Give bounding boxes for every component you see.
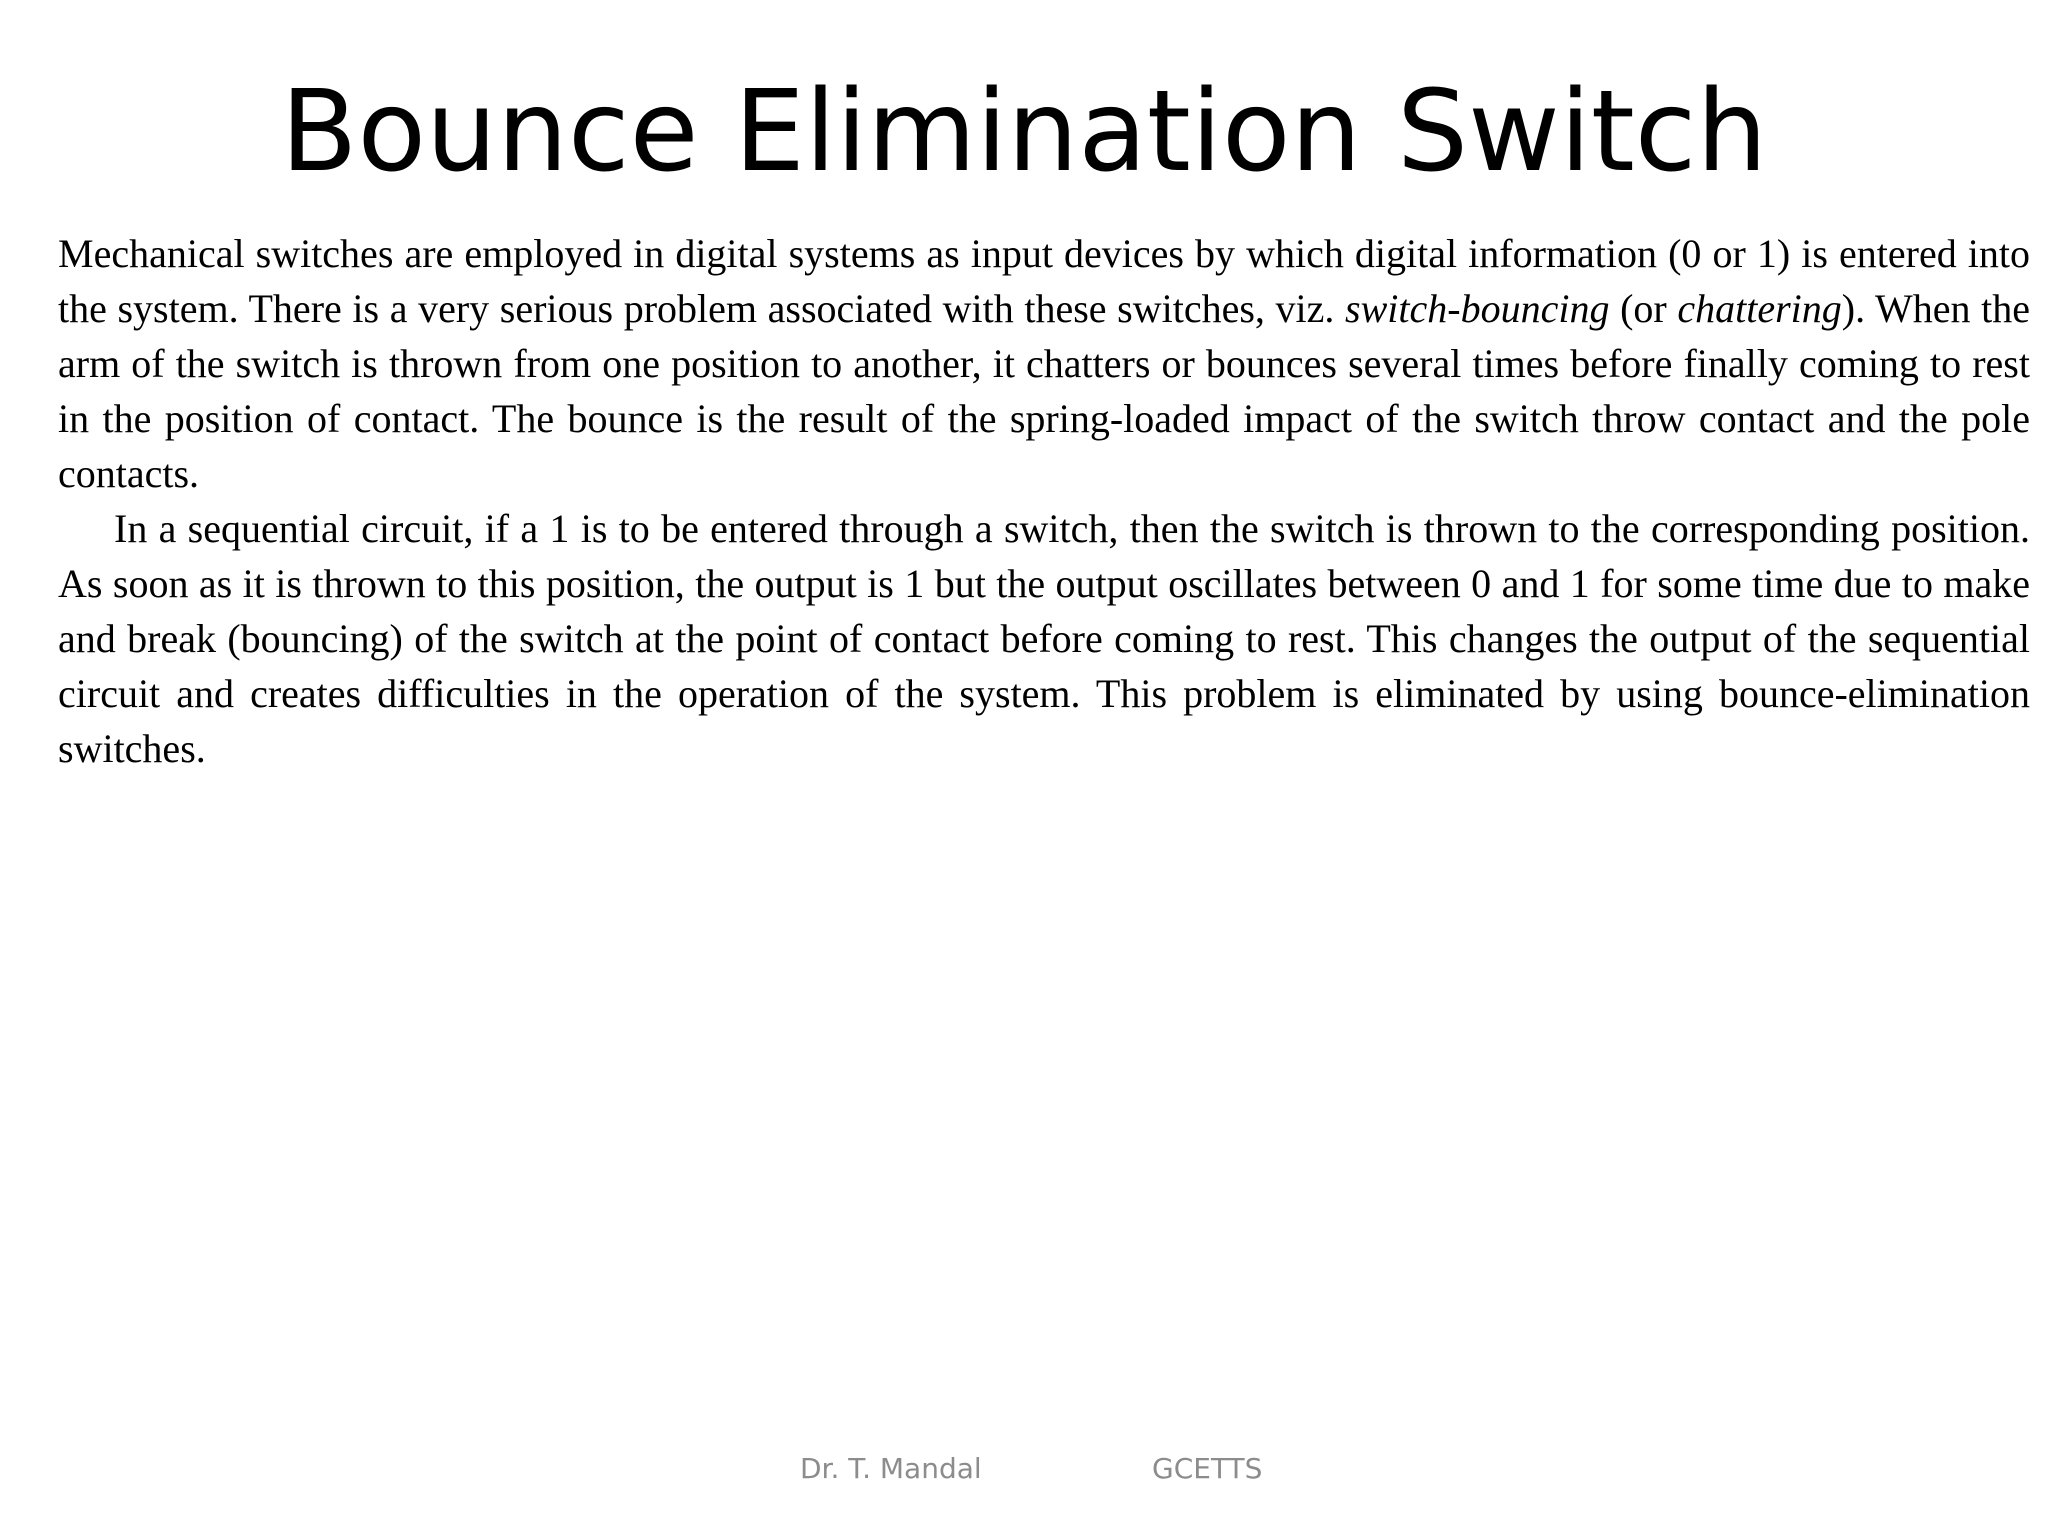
paragraph-1 — [58, 226, 2030, 501]
paragraph-1-part-1: Mechanical switches are employed in digital systems as input devices by which digital information (0 or 1) is entered into the system. There is a very serious problem associated with these switches, viz. — [58, 231, 2030, 331]
slide-footer — [0, 1452, 2048, 1492]
footer-author: Dr. T. Mandal — [800, 1452, 982, 1485]
footer-organization: GCETTS — [1152, 1452, 1263, 1485]
slide-title: Bounce Elimination Switch — [280, 67, 1768, 197]
paragraph-1-part-3: ). When the arm of the switch is thrown from one position to another, it chatters or bounces several times before finally coming to rest in the position of contact. The bounce is the result of the spring-loaded impact of the switch throw contact and the pole contacts. — [58, 286, 2030, 496]
paragraph-1-part-2: (or — [1609, 286, 1678, 331]
slide-body — [58, 226, 2030, 776]
term-chattering: chattering — [1677, 286, 1842, 331]
paragraph-2: In a sequential circuit, if a 1 is to be entered through a switch, then the switch is thrown to the corresponding position. As soon as it is thrown to this position, the output is 1 but the output oscillates between 0 and 1 for some time due to make and break (bouncing) of the switch at the point of contact before coming to rest. This changes the output of the sequential circuit and creates difficulties in the operation of the system. This problem is eliminated by using bounce-elimination switches. — [58, 506, 2030, 771]
term-switch-bouncing: switch-bouncing — [1345, 286, 1610, 331]
